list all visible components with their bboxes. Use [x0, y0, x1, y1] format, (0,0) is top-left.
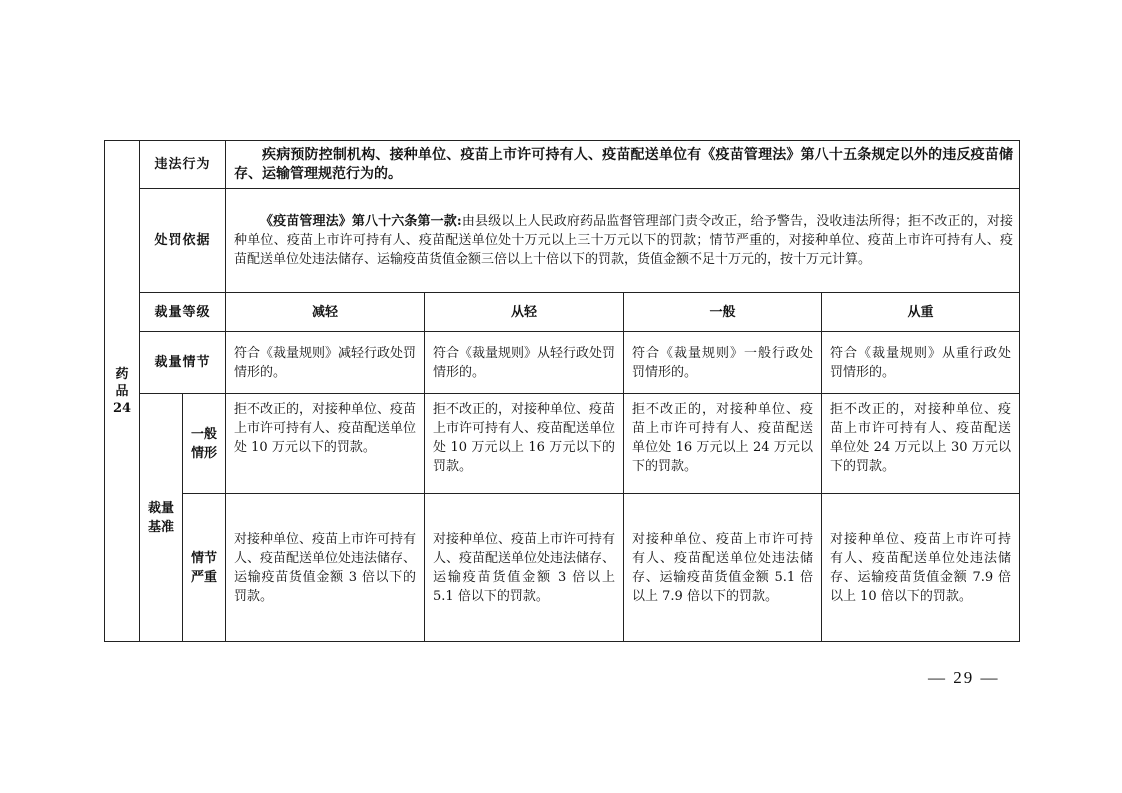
- serious-heavy: 对接种单位、疫苗上市许可持有人、疫苗配送单位处违法储存、运输疫苗货值金额 7.9 倍以上 10 倍以下的罚款。: [822, 494, 1020, 642]
- general-heavy: 拒不改正的，对接种单位、疫苗上市许可持有人、疫苗配送单位处 24 万元以上 30 万元以下的罚款。: [822, 394, 1020, 494]
- basis-label: 处罚依据: [140, 189, 226, 293]
- general-situation-label: [183, 394, 226, 494]
- general-lenient: 拒不改正的，对接种单位、疫苗上市许可持有人、疫苗配送单位处 10 万元以上 16 万元以下的罚款。: [425, 394, 624, 494]
- levels-label: 裁量等级: [140, 293, 226, 332]
- circumstances-label: 裁量情节: [140, 332, 226, 394]
- level-mitigated: 减轻: [226, 293, 425, 332]
- circumstance-lenient: 符合《裁量规则》从轻行政处罚情形的。: [425, 332, 624, 394]
- serious-situation-label: [183, 494, 226, 642]
- category-char-2: 品: [115, 383, 129, 399]
- basis-text: [226, 189, 1020, 293]
- serious-label-line-1: 情节: [191, 550, 218, 566]
- serious-label-line-2: 严重: [191, 569, 218, 585]
- general-label-line-2: 情形: [191, 445, 218, 461]
- standards-label-line-2: 基准: [147, 519, 174, 535]
- serious-lenient: 对接种单位、疫苗上市许可持有人、疫苗配送单位处违法储存、运输疫苗货值金额 3 倍以上 5.1 倍以下的罚款。: [425, 494, 624, 642]
- category-code-cell: [105, 141, 140, 642]
- general-label-line-1: 一般: [191, 426, 218, 442]
- violation-label: 违法行为: [140, 141, 226, 189]
- circumstance-mitigated: 符合《裁量规则》减轻行政处罚情形的。: [226, 332, 425, 394]
- level-heavy: 从重: [822, 293, 1020, 332]
- level-general: 一般: [624, 293, 822, 332]
- serious-mitigated: 对接种单位、疫苗上市许可持有人、疫苗配送单位处违法储存、运输疫苗货值金额 3 倍以下的罚款。: [226, 494, 425, 642]
- standards-label-line-1: 裁量: [147, 500, 174, 516]
- general-general: 拒不改正的，对接种单位、疫苗上市许可持有人、疫苗配送单位处 16 万元以上 24 万元以下的罚款。: [624, 394, 822, 494]
- circumstance-general: 符合《裁量规则》一般行政处罚情形的。: [624, 332, 822, 394]
- level-lenient: 从轻: [425, 293, 624, 332]
- circumstance-heavy: 符合《裁量规则》从重行政处罚情形的。: [822, 332, 1020, 394]
- general-mitigated: 拒不改正的，对接种单位、疫苗上市许可持有人、疫苗配送单位处 10 万元以下的罚款。: [226, 394, 425, 494]
- serious-general: 对接种单位、疫苗上市许可持有人、疫苗配送单位处违法储存、运输疫苗货值金额 5.1 倍以上 7.9 倍以下的罚款。: [624, 494, 822, 642]
- basis-law-ref: 《疫苗管理法》第八十六条第一款:: [260, 214, 462, 229]
- category-char-1: 药: [115, 366, 129, 382]
- page-number: — 29 —: [928, 668, 1000, 687]
- standards-label: [140, 394, 183, 642]
- violation-text: 疾病预防控制机构、接种单位、疫苗上市许可持有人、疫苗配送单位有《疫苗管理法》第八十五条规定以外的违反疫苗储存、运输管理规范行为的。: [226, 141, 1020, 189]
- category-number: 24: [112, 400, 132, 416]
- basis-body: 由县级以上人民政府药品监督管理部门责令改正，给予警告，没收违法所得；拒不改正的，对接种单位、疫苗上市许可持有人、疫苗配送单位处十万元以上三十万元以下的罚款；情节严重的，对接种单位、疫苗上市许可持有人、疫苗配送单位处违法储存、运输疫苗货值金额三倍以上十倍以下的罚款，货值金额不足十万元的，按十万元计算。: [234, 214, 1014, 267]
- penalty-standard-table: [104, 140, 1020, 642]
